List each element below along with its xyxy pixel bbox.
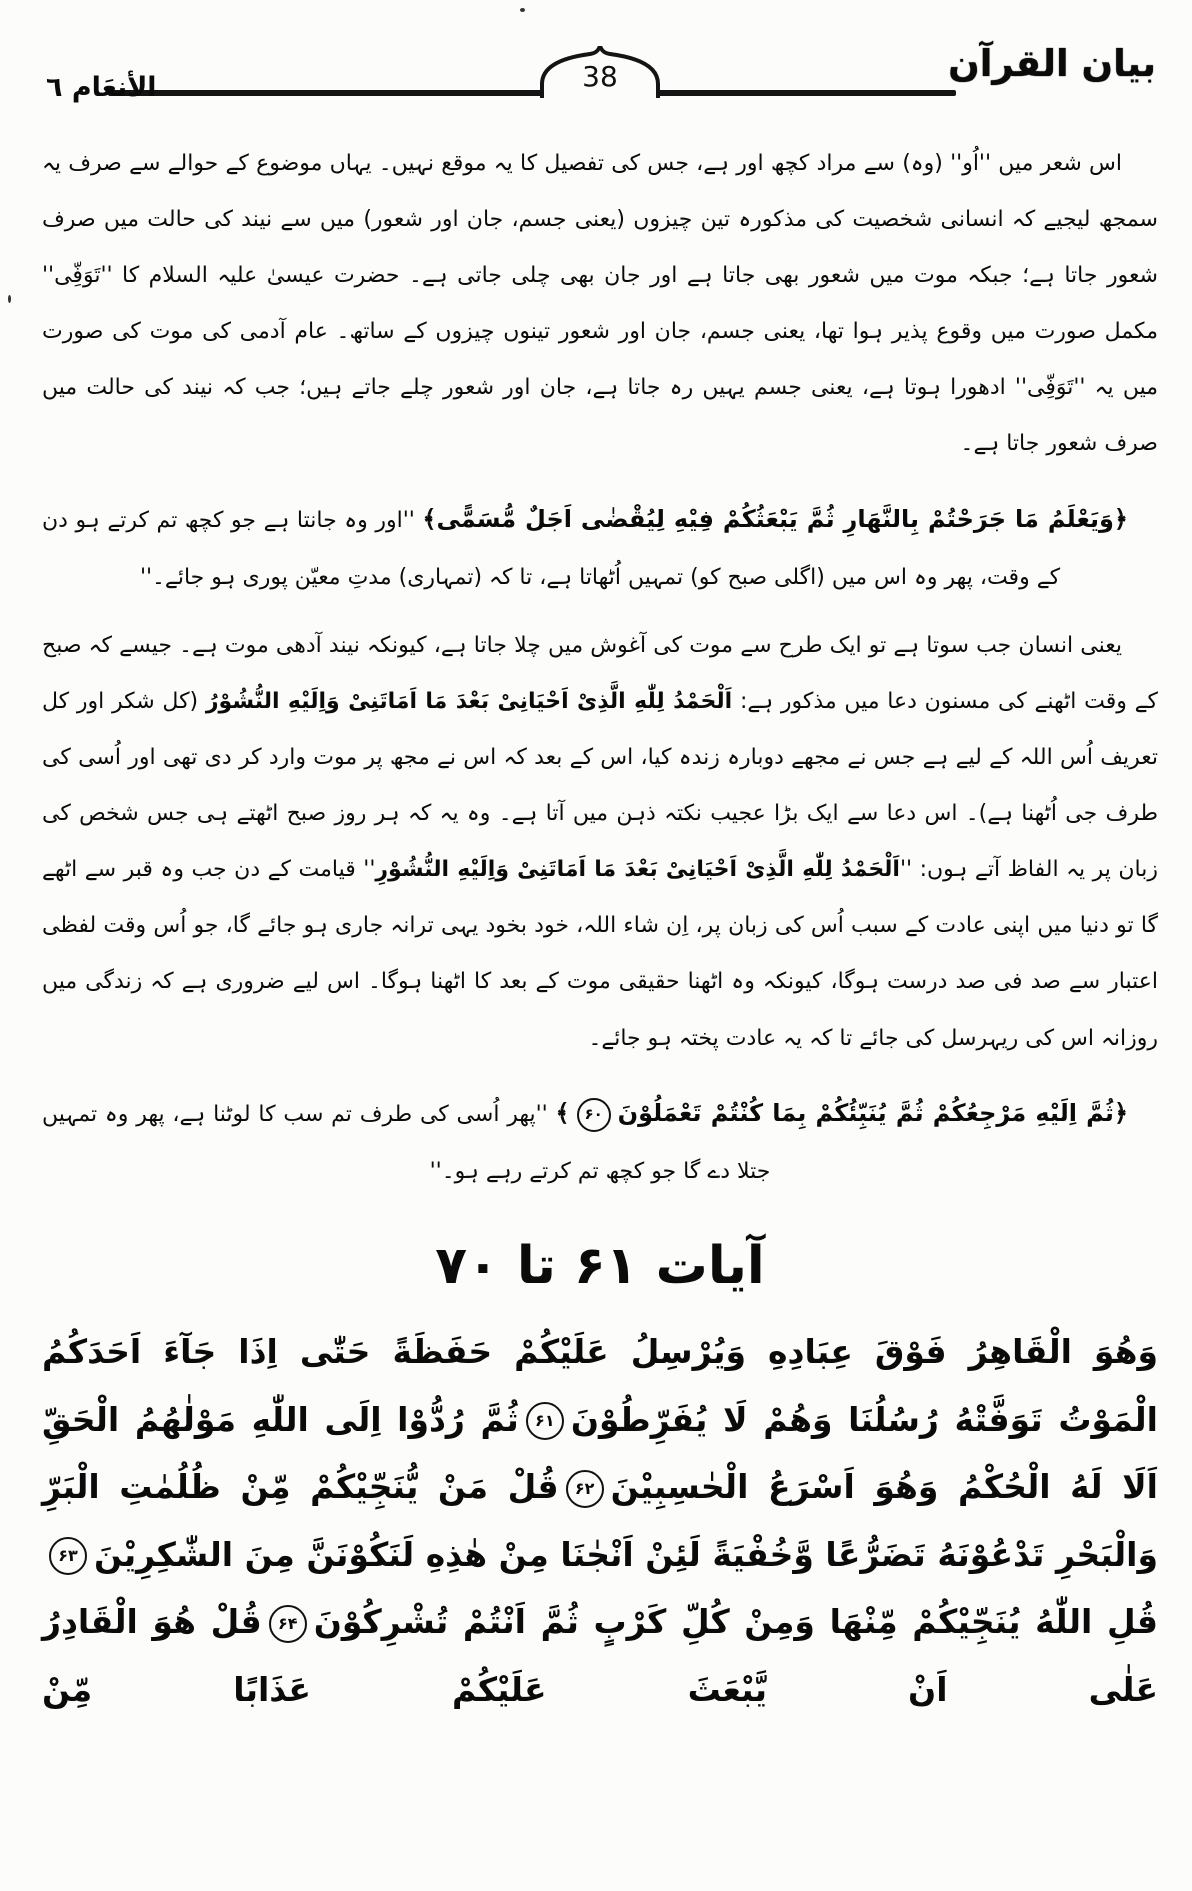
ayah-number-badge: ۶۳ — [49, 1537, 87, 1575]
ayah-number-badge: ۶۴ — [269, 1605, 307, 1643]
verse-translation: ''پھر اُسی کی طرف تم سب کا لوٹنا ہے، پھر وہ تمہیں جتلا دے گا جو کچھ تم کرتے رہے ہو۔'' — [42, 1101, 771, 1184]
page-number: 38 — [582, 60, 618, 93]
quran-verse-text: وَهُوَ الْقَاهِرُ فَوْقَ عِبَادِهِ وَیُرْسِلُ عَلَیْكُمْ حَفَظَةً حَتّٰی اِذَا جَآءَ اَحَدَكُمُ الْمَوْتُ تَوَفَّتْهُ رُسُلُنَا وَهُمْ لَا یُفَرِّطُوْنَ — [42, 1331, 1158, 1439]
inline-verse-quote-2 — [42, 1083, 1158, 1200]
quran-verse-text: ثُمَّ رُدُّوْا اِلَی اللّٰهِ مَوْلٰهُمُ الْحَقِّ اَلَا لَهُ الْحُكْمُ وَهُوَ اَسْرَعُ الْحٰسِبِیْنَ — [42, 1399, 1158, 1507]
commentary-text: اس شعر میں ''اُو'' (وہ) سے مراد کچھ اور ہے، جس کی تفصیل کا یہ موقع نہیں۔ یہاں موضوع کے حوالے سے صرف یہ سمجھ لیجیے کہ انسانی شخصیت کی مذکورہ تین چیزوں (یعنی جسم، جان اور شعور) میں سے نیند کی حالت میں صرف شعور جاتا ہے؛ جبکہ موت میں شعور بھی جاتا ہے اور جان بھی چلی جاتی ہے۔ حضرت عیسیٰ علیہ السلام کا ''تَوَفِّی'' مکمل صورت میں وقوع پذیر ہوا تھا، یعنی جسم، جان اور شعور تینوں چیزوں کے ساتھ۔ عام آدمی کی موت کی صورت میں یہ ''تَوَفِّی'' ادھورا ہوتا ہے، یعنی جسم یہیں رہ جاتا ہے، جان اور شعور چلے جاتے ہیں؛ جب کہ نیند کی حالت میں صرف شعور جاتا ہے۔ — [42, 151, 1158, 457]
verse-arabic-text: ﴿ثُمَّ اِلَیْهِ مَرْجِعُكُمْ ثُمَّ یُنَبِّئُكُمْ بِمَا كُنْتُمْ تَعْمَلُوْنَ — [617, 1098, 1129, 1127]
header-divider-rule — [108, 90, 956, 96]
verse-translation: ''اور وہ جانتا ہے جو کچھ تم کرتے ہو دن کے وقت، پھر وہ اس میں (اگلی صبح کو) تمہیں اُٹھاتا ہے، تا کہ (تمہاری) مدتِ معیّن پوری ہو جائے۔'' — [42, 507, 1061, 590]
dua-arabic-text: اَلْحَمْدُ لِلّٰهِ الَّذِیْ اَحْیَانِیْ بَعْدَ مَا اَمَاتَنِیْ وَاِلَیْهِ النُّشُوْرِ — [375, 857, 900, 883]
commentary-text: (کل شکر اور کل تعریف اُس اللہ کے لیے ہے جس نے مجھے دوبارہ زندہ کیا، اس کے بعد کہ اس نے مجھ پر موت وارد کر دی تھی اور اُسی کی طرف جی اُٹھنا ہے)۔ اس دعا سے ایک بڑا عجیب نکتہ ذہن میں آتا ہے۔ وہ یہ کہ ہر روز صبح اٹھتے ہی جس شخص کی زبان پر یہ الفاظ آتے ہوں: '' — [42, 688, 1158, 883]
commentary-text: یعنی انسان جب سوتا ہے تو ایک طرح سے موت کی آغوش میں چلا جاتا ہے، کیونکہ نیند آدھی موت ہے۔ جیسے کہ صبح کے وقت اٹھنے کی مسنون دعا میں مذکور ہے: — [42, 632, 1158, 714]
quran-verses-block — [42, 1318, 1158, 1724]
page-number-dome-ornament — [537, 46, 663, 98]
quran-verse-text: قُلْ هُوَ الْقَادِرُ عَلٰی اَنْ یَّبْعَثَ عَلَیْكُمْ عَذَابًا مِّنْ — [42, 1602, 1158, 1710]
dua-arabic-text: اَلْحَمْدُ لِلّٰهِ الَّذِیْ اَحْیَانِیْ بَعْدَ مَا اَمَاتَنِیْ وَاِلَیْهِ النُّشُوْرُ — [205, 688, 733, 714]
section-heading-ayat-range: آیات ۶۱ تا ۷۰ — [435, 1235, 765, 1296]
commentary-paragraph-2 — [42, 618, 1158, 1067]
quran-verse-text: قُلِ اللّٰهُ یُنَجِّیْكُمْ مِّنْهَا وَمِنْ كُلِّ كَرْبٍ ثُمَّ اَنْتُمْ تُشْرِكُوْنَ — [313, 1602, 1159, 1642]
ayah-number-badge: ۶۰ — [577, 1098, 611, 1132]
page-header — [42, 34, 1158, 126]
quran-verse-text: قُلْ مَنْ یُّنَجِّیْكُمْ مِّنْ ظُلُمٰتِ الْبَرِّ وَالْبَحْرِ تَدْعُوْنَهُ تَضَرُّعًا وَّخُفْیَةً لَئِنْ اَنْجٰنَا مِنْ هٰذِهِ لَنَكُوْنَنَّ مِنَ الشّٰكِرِیْنَ — [42, 1467, 1158, 1574]
verse-bracket-close: ﴾ — [555, 1098, 570, 1127]
scan-speck — [8, 295, 11, 303]
surah-label: الأنعَام ٦ — [46, 72, 157, 103]
commentary-paragraph-1 — [42, 136, 1158, 473]
book-title: بیان القرآن — [948, 42, 1156, 85]
verse-arabic-text: ﴿وَیَعْلَمُ مَا جَرَحْتُمْ بِالنَّهَارِ ثُمَّ یَبْعَثُكُمْ فِیْهِ لِیُقْضٰی اَجَلٌ مُّسَمًّی﴾ — [422, 504, 1128, 533]
scan-speck — [520, 8, 525, 12]
inline-verse-quote-1 — [42, 489, 1158, 606]
ayah-number-badge: ۶۱ — [526, 1402, 564, 1440]
commentary-text: '' قیامت کے دن جب وہ قبر سے اٹھے گا تو دنیا میں اپنی عادت کے سبب اُس کی زبان پر، اِن شاء اللہ، خود بخود یہی ترانہ جاری ہو جائے گا، جو اُس وقت لفظی اعتبار سے صد فی صد درست ہوگا، کیونکہ وہ اٹھنا حقیقی موت کے بعد کا اٹھنا ہوگا۔ اس لیے ضروری ہے کہ زندگی میں روزانہ اس کی ریہرسل کی جائے تا کہ یہ عادت پختہ ہو جائے۔ — [42, 857, 1158, 1051]
ayah-number-badge: ۶۲ — [566, 1470, 604, 1508]
